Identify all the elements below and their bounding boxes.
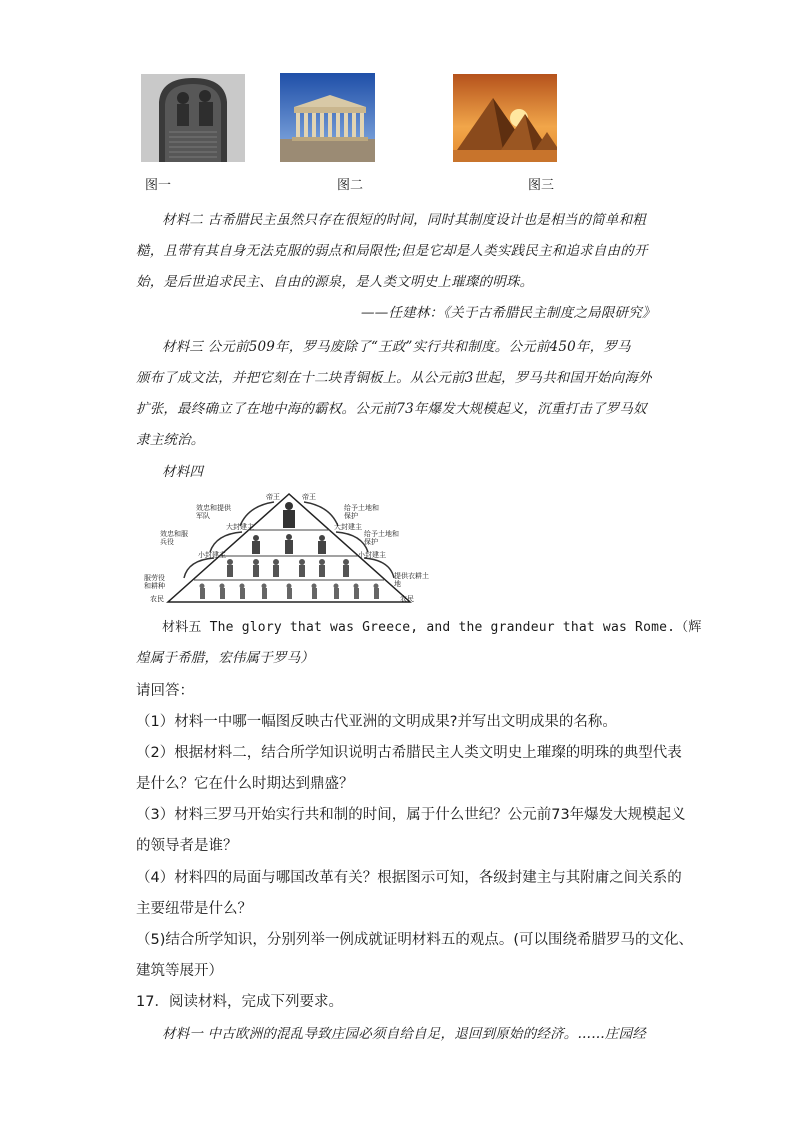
parthenon-image xyxy=(280,73,375,162)
material4-title: 材料四 xyxy=(162,464,204,480)
questions-intro: 请回答： xyxy=(136,683,194,699)
figure-caption-2: 图二 xyxy=(337,178,364,193)
material5-line-1: 材料五 The glory that was Greece, and the grandeur that was Rome.（辉 xyxy=(162,620,702,635)
question-4-line-1: （4）材料四的局面与哪国改革有关？根据图示可知，各级封建主与其附庸之间关系的 xyxy=(136,870,682,886)
tier-left-king: 帝王 xyxy=(266,493,280,501)
question-3-line-1: （3）材料三罗马开始实行共和制的时间，属于什么世纪？公元前73年爆发大规模起义 xyxy=(136,807,686,823)
feudal-pyramid-diagram xyxy=(144,490,434,608)
question-4-line-2: 主要纽带是什么？ xyxy=(136,901,252,917)
question-17-material-1: 材料一 中古欧洲的混乱导致庄园必须自给自足，退回到原始的经济。……庄园经 xyxy=(162,1026,646,1042)
material3-line-2: 颁布了成文法，并把它刻在十二块青铜板上。从公元前3世起，罗马共和国开始向海外 xyxy=(136,370,652,386)
question-2-line-1: （2）根据材料二，结合所学知识说明古希腊民主人类文明史上璀璨的明珠的典型代表 xyxy=(136,745,682,761)
tier-right-noble: 大封建主 xyxy=(334,523,362,531)
material5-line-2: 煌属于希腊，宏伟属于罗马） xyxy=(136,650,315,666)
tier-left-peasant: 农民 xyxy=(150,595,164,603)
pyramid-label-left-1: 效忠和提供军队 xyxy=(196,504,231,520)
material2-line-1: 材料二 古希腊民主虽然只存在很短的时间，同时其制度设计也是相当的简单和粗 xyxy=(162,212,646,228)
question-3-line-2: 的领导者是谁？ xyxy=(136,838,238,854)
question-5-line-2: 建筑等展开） xyxy=(136,963,223,979)
tier-right-peasant: 农民 xyxy=(400,595,414,603)
pyramid-label-right-3: 提供衣耕土地 xyxy=(394,572,429,588)
pyramids-image xyxy=(453,74,557,162)
pyramid-label-left-3: 服劳役和耕种 xyxy=(144,574,165,590)
question-1: （1）材料一中哪一幅图反映古代亚洲的文明成果?并写出文明成果的名称。 xyxy=(136,714,617,730)
material3-line-3: 扩张，最终确立了在地中海的霸权。公元前73年爆发大规模起义，沉重打击了罗马奴 xyxy=(136,401,647,417)
pyramid-label-right-1: 给予土地和保护 xyxy=(344,504,379,520)
question-17-title: 17．阅读材料，完成下列要求。 xyxy=(136,994,343,1010)
material2-source: ——任建林：《关于古希腊民主制度之局限研究》 xyxy=(361,305,656,321)
figure-caption-3: 图三 xyxy=(528,178,555,193)
pyramid-label-left-2: 效忠和服兵役 xyxy=(160,530,188,546)
figure-caption-1: 图一 xyxy=(145,178,172,193)
material3-line-4: 隶主统治。 xyxy=(136,432,205,448)
tier-left-knight: 小封建主 xyxy=(198,551,226,559)
pyramid-label-right-2: 给予土地和保护 xyxy=(364,530,399,546)
material3-line-1: 材料三 公元前509年，罗马废除了“王政”实行共和制度。公元前450年，罗马 xyxy=(162,339,631,355)
material2-line-3: 始，是后世追求民主、自由的源泉，是人类文明史上璀璨的明珠。 xyxy=(136,274,534,290)
tier-right-knight: 小封建主 xyxy=(358,551,386,559)
material2-line-2: 糙，且带有其自身无法克服的弱点和局限性;但是它却是人类实践民主和追求自由的开 xyxy=(136,243,648,259)
tier-right-king: 帝王 xyxy=(302,493,316,501)
question-2-line-2: 是什么？它在什么时期达到鼎盛？ xyxy=(136,776,354,792)
tier-left-noble: 大封建主 xyxy=(226,523,254,531)
hammurabi-stele-image xyxy=(141,74,245,162)
question-5-line-1: （5)结合所学知识，分别列举一例成就证明材料五的观点。(可以围绕希腊罗马的文化、 xyxy=(136,932,694,948)
